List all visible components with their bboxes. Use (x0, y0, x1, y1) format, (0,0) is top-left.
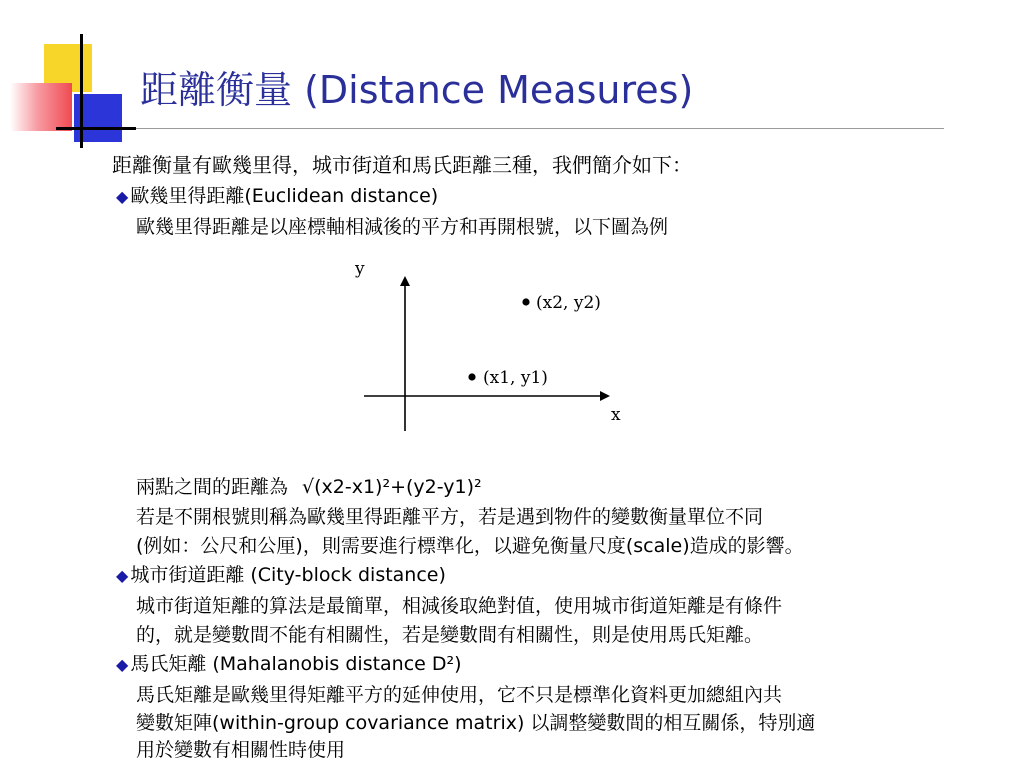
title-underline (136, 128, 944, 129)
deco-square-red (10, 83, 72, 131)
diamond-bullet-icon: ◆ (116, 187, 129, 206)
point-2 (522, 298, 529, 305)
coordinate-diagram (350, 256, 640, 431)
euclidean-line2: 若是不開根號則稱為歐幾里得距離平方，若是遇到物件的變數衡量單位不同 (136, 506, 764, 528)
deco-vertical-line (80, 34, 83, 148)
deco-horizontal-line (56, 127, 136, 130)
cityblock-line1: 城市街道矩離的算法是最簡單，相減後取絶對值，使用城市街道矩離是有條件 (136, 595, 783, 617)
mahalanobis-line3: 用於變數有相關性時使用 (136, 739, 346, 761)
y-axis-label: y (355, 259, 365, 279)
bullet-cityblock (116, 566, 446, 585)
point-1 (468, 373, 475, 380)
bullet-euclidean (116, 187, 438, 206)
point-1-label: (x1, y1) (483, 368, 548, 388)
mahalanobis-line2: 變數矩陣(within-group covariance matrix) 以調整變數間的相互關係，特別適 (136, 712, 816, 734)
diamond-bullet-icon: ◆ (116, 566, 129, 585)
cityblock-heading: 城市街道距離 (City-block distance) (130, 564, 446, 586)
euclidean-heading: 歐幾里得距離(Euclidean distance) (130, 185, 439, 207)
mahalanobis-heading: 馬氏矩離 (Mahalanobis distance D²) (130, 653, 462, 675)
intro-text: 距離衡量有歐幾里得，城市街道和馬氏距離三種，我們簡介如下： (112, 153, 692, 177)
slide-title: 距離衡量 (Distance Measures) (140, 68, 694, 112)
diamond-bullet-icon: ◆ (116, 655, 129, 674)
formula-label: 兩點之間的距離為 (136, 476, 289, 498)
cityblock-line2: 的，就是變數間不能有相關性，若是變數間有相關性，則是使用馬氏矩離。 (136, 624, 764, 646)
euclidean-line3: (例如：公尺和公厘)，則需要進行標準化，以避免衡量尺度(scale)造成的影響。 (136, 535, 804, 557)
formula: √(x2-x1)²+(y2-y1)² (302, 476, 482, 498)
x-axis-label: x (611, 405, 621, 425)
bullet-mahalanobis (116, 655, 462, 674)
point-2-label: (x2, y2) (536, 293, 601, 313)
mahalanobis-line1: 馬氏矩離是歐幾里得矩離平方的延伸使用，它不只是標準化資料更加總組內共 (136, 684, 783, 706)
formula-row (136, 478, 482, 497)
euclidean-desc: 歐幾里得距離是以座標軸相減後的平方和再開根號，以下圖為例 (136, 216, 669, 238)
